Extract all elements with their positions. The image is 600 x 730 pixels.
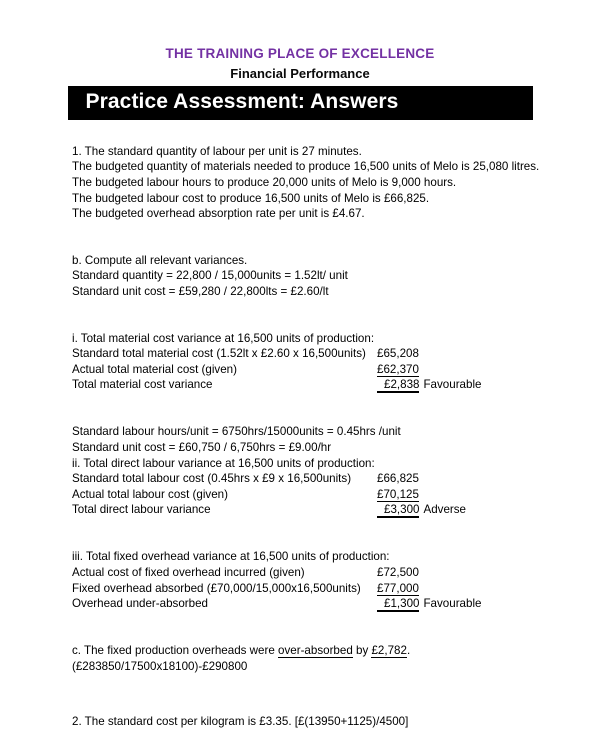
spacer bbox=[72, 518, 600, 549]
overhead-variance-block bbox=[72, 549, 600, 612]
variance-amount: £1,300 bbox=[377, 597, 419, 612]
variance-row bbox=[72, 596, 600, 612]
variance-row bbox=[72, 581, 600, 597]
variance-amount: £72,500 bbox=[377, 565, 419, 579]
variance-label: Fixed overhead absorbed (£70,000/15,000x16,500units) bbox=[72, 581, 361, 595]
variance-direction: Favourable bbox=[423, 597, 482, 611]
variance-amount: £65,208 bbox=[377, 347, 419, 361]
overhead-variance-heading: iii. Total fixed overhead variance at 16,500 units of production: bbox=[72, 550, 390, 564]
part-c-emphasis-over-absorbed: over-absorbed bbox=[278, 644, 353, 658]
part-c-emphasis-amount: £2,782 bbox=[371, 644, 407, 658]
part-c-block bbox=[72, 643, 600, 674]
variance-label: Standard total material cost (1.52lt x £2.60 x 16,500units) bbox=[72, 347, 366, 361]
part-b-line: Standard unit cost = £59,280 / 22,800lts = £2.60/lt bbox=[72, 284, 329, 298]
document-body bbox=[0, 120, 600, 730]
spacer bbox=[72, 705, 600, 714]
spacer bbox=[72, 300, 600, 331]
part-c-middle: by bbox=[352, 644, 372, 658]
question-1-line: The budgeted labour hours to produce 20,000 units of Melo is 9,000 hours. bbox=[72, 176, 457, 189]
material-variance-heading: i. Total material cost variance at 16,500 units of production: bbox=[72, 331, 375, 345]
variance-amount: £2,838 bbox=[377, 378, 419, 393]
variance-amount: £3,300 bbox=[377, 503, 419, 518]
variance-label: Actual cost of fixed overhead incurred (given) bbox=[72, 565, 305, 579]
question-1-line: The budgeted quantity of materials needed to produce 16,500 units of Melo is 25,080 litres. bbox=[72, 160, 540, 174]
variance-row bbox=[72, 362, 600, 378]
labour-variance-block bbox=[72, 424, 600, 518]
variance-label: Overhead under-absorbed bbox=[72, 597, 208, 611]
variance-row bbox=[72, 487, 600, 503]
assessment-banner: Practice Assessment: Answers bbox=[68, 86, 533, 119]
question-1-line: 1. The standard quantity of labour per unit is 27 minutes. bbox=[72, 144, 362, 158]
variance-row bbox=[72, 502, 600, 518]
labour-variance-heading: ii. Total direct labour variance at 16,500 units of production: bbox=[72, 456, 375, 470]
part-b-line: Standard quantity = 22,800 / 15,000units = 1.52lt/ unit bbox=[72, 269, 348, 283]
spacer bbox=[72, 222, 600, 253]
part-c-suffix: . bbox=[406, 644, 411, 658]
variance-amount: £70,125 bbox=[377, 487, 419, 501]
variance-amount: £62,370 bbox=[377, 362, 419, 376]
question-1-line: The budgeted overhead absorption rate per unit is £4.67. bbox=[72, 207, 365, 221]
variance-label: Standard total labour cost (0.45hrs x £9 x 16,500units) bbox=[72, 472, 352, 486]
spacer bbox=[72, 393, 600, 424]
variance-label: Total direct labour variance bbox=[72, 503, 211, 517]
question-1-line: The budgeted labour cost to produce 16,500 units of Melo is £66,825. bbox=[72, 191, 430, 205]
variance-amount: £77,000 bbox=[377, 581, 419, 595]
variance-direction: Adverse bbox=[423, 503, 466, 517]
question-1-block bbox=[72, 144, 600, 222]
labour-intro-line: Standard labour hours/unit = 6750hrs/15000units = 0.45hrs /unit bbox=[72, 425, 401, 439]
variance-row bbox=[72, 346, 600, 362]
document-subtitle: Financial Performance bbox=[230, 65, 370, 81]
question-2-block bbox=[72, 714, 600, 730]
variance-label: Actual total material cost (given) bbox=[72, 362, 237, 376]
part-c-statement bbox=[72, 643, 600, 659]
variance-row bbox=[72, 377, 600, 393]
spacer bbox=[72, 674, 600, 705]
spacer bbox=[72, 612, 600, 643]
spacer bbox=[72, 120, 600, 144]
variance-label: Actual total labour cost (given) bbox=[72, 487, 228, 501]
variance-row bbox=[72, 565, 600, 581]
part-c-prefix: c. The fixed production overheads were bbox=[72, 644, 279, 658]
variance-direction: Favourable bbox=[423, 378, 482, 392]
labour-intro-line: Standard unit cost = £60,750 / 6,750hrs = £9.00/hr bbox=[72, 440, 332, 454]
material-variance-block bbox=[72, 331, 600, 394]
part-b-block bbox=[72, 253, 600, 300]
part-c-working: (£283850/17500x18100)-£290800 bbox=[72, 659, 248, 673]
variance-label: Total material cost variance bbox=[72, 378, 213, 392]
question-2-text: 2. The standard cost per kilogram is £3.35. [£(13950+1125)/4500] bbox=[72, 715, 409, 729]
organization-title: THE TRAINING PLACE OF EXCELLENCE bbox=[165, 46, 435, 61]
variance-row bbox=[72, 471, 600, 487]
variance-amount: £66,825 bbox=[377, 472, 419, 486]
part-b-line: b. Compute all relevant variances. bbox=[72, 253, 248, 267]
